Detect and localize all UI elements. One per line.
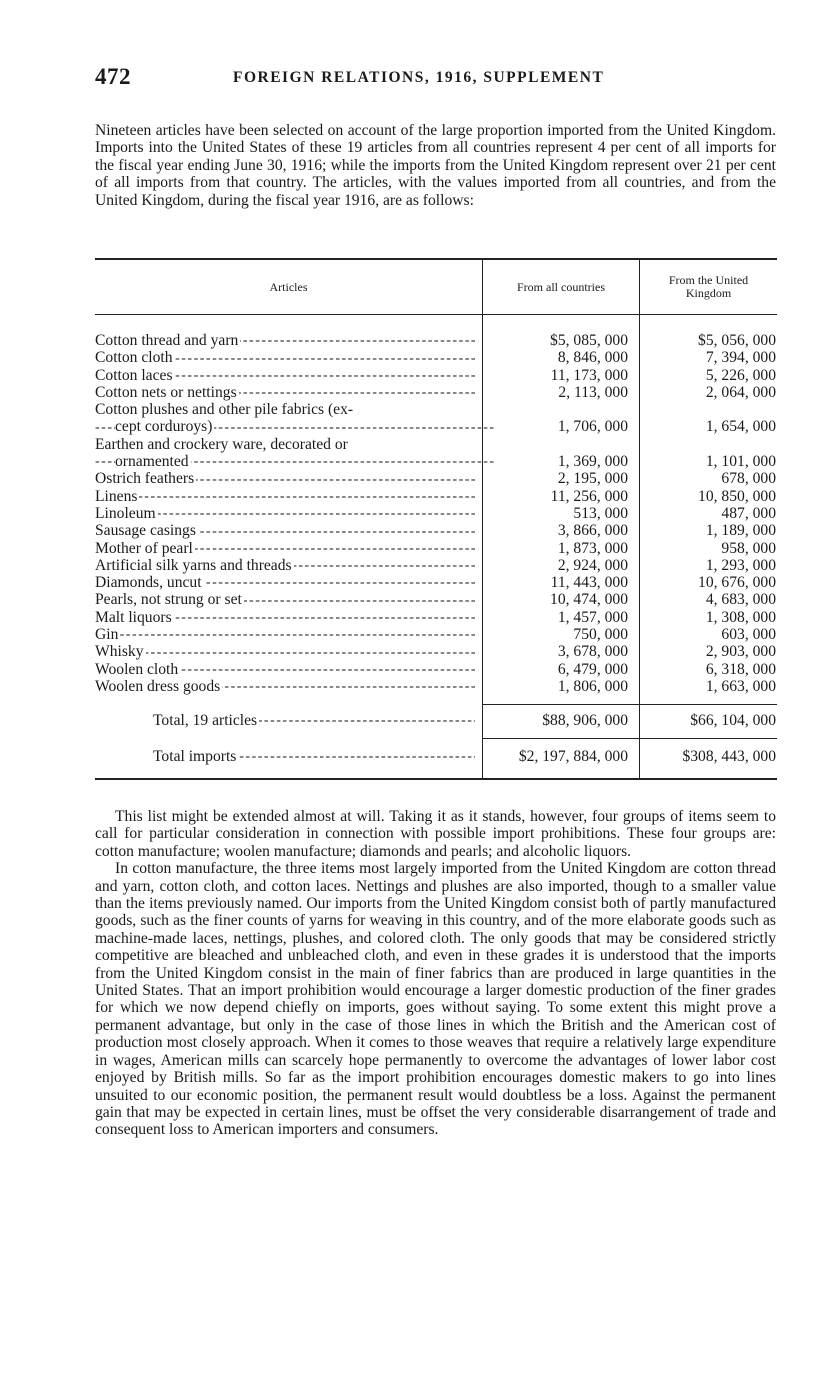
table-row [95, 349, 777, 366]
table-row [95, 643, 777, 660]
total-separator [483, 704, 777, 705]
column-header-articles: Articles [269, 279, 308, 294]
table-row [95, 678, 777, 695]
table-row [95, 367, 777, 384]
value-united-kingdom: 1, 293, 000 [705, 556, 776, 574]
table-row [95, 522, 777, 539]
value-all-countries: 11, 173, 000 [550, 366, 628, 384]
value-all-countries: 1, 873, 000 [557, 539, 628, 557]
article-name [95, 418, 495, 435]
total-imports-row [95, 748, 777, 766]
value-united-kingdom: 603, 000 [721, 626, 776, 644]
value-united-kingdom: 10, 676, 000 [698, 574, 776, 592]
total-imports-uk: $308, 443, 000 [682, 748, 776, 765]
value-united-kingdom: 1, 654, 000 [705, 418, 776, 436]
article-name-text: cept corduroys) [115, 418, 213, 436]
article-name-line: Cotton plushes and other pile fabrics (ex- [95, 401, 354, 419]
value-united-kingdom: 487, 000 [721, 504, 776, 522]
value-united-kingdom: 7, 394, 000 [705, 349, 776, 367]
body-text [95, 808, 776, 1139]
total-articles-row [95, 712, 777, 730]
value-all-countries: 1, 369, 000 [557, 453, 628, 471]
article-name [95, 626, 475, 643]
table-body [95, 332, 777, 695]
article-name-text: Cotton nets or nettings [95, 383, 237, 401]
value-united-kingdom: 4, 683, 000 [705, 591, 776, 609]
value-united-kingdom: 6, 318, 000 [705, 660, 776, 678]
article-name [95, 349, 475, 366]
article-name-text: Mother of pearl [95, 539, 193, 557]
article-name [95, 367, 475, 384]
table-row [95, 557, 777, 574]
table-row [95, 332, 777, 349]
value-all-countries: 2, 113, 000 [558, 383, 628, 401]
article-name-text: Cotton thread and yarn [95, 332, 239, 349]
article-name-text: Diamonds, uncut [95, 574, 202, 592]
table-row [95, 470, 777, 487]
table-row [95, 505, 777, 522]
value-all-countries: 750, 000 [573, 626, 628, 644]
article-name-text: Woolen cloth [95, 660, 179, 678]
total-separator [483, 738, 777, 739]
table-row [95, 626, 777, 643]
article-name-text: Linoleum [95, 504, 156, 522]
article-name [95, 643, 475, 660]
article-name-text: Artificial silk yarns and threads [95, 556, 292, 574]
article-name [95, 678, 475, 695]
value-all-countries: 1, 706, 000 [557, 418, 628, 436]
value-united-kingdom: 678, 000 [721, 470, 776, 488]
article-name-text: Sausage casings [95, 522, 196, 540]
article-name [95, 557, 475, 574]
article-name [95, 591, 475, 608]
column-header-united-kingdom [640, 260, 777, 314]
article-name-text: Gin [95, 626, 119, 644]
value-all-countries: 513, 000 [573, 504, 628, 522]
table-row [95, 574, 777, 591]
article-name [95, 384, 475, 401]
article-name [95, 574, 475, 591]
value-united-kingdom: $5, 056, 000 [698, 332, 776, 349]
table-row [95, 540, 777, 557]
total-imports-label [153, 748, 475, 765]
running-head: FOREIGN RELATIONS, 1916, SUPPLEMENT [233, 69, 605, 86]
total-articles-label [153, 712, 475, 729]
value-all-countries: 10, 474, 000 [550, 591, 628, 609]
article-name [95, 453, 495, 470]
value-all-countries: $5, 085, 000 [550, 332, 628, 349]
value-all-countries: 8, 846, 000 [557, 349, 628, 367]
body-paragraph: This list might be extended almost at will. Taking it as it stands, however, four groups of items seem to call for particular consideration in connection with possible import prohibitions. These four groups are: cotton manufacture; woolen manufacture; diamonds and pearls; and alcoholic liquors. [95, 808, 776, 860]
value-all-countries: 11, 256, 000 [550, 487, 628, 505]
table-header-rule [95, 314, 777, 315]
table-row [95, 609, 777, 626]
value-united-kingdom: 2, 903, 000 [705, 643, 776, 661]
article-name-text: Woolen dress goods [95, 677, 221, 695]
value-united-kingdom: 5, 226, 000 [705, 366, 776, 384]
value-united-kingdom: 2, 064, 000 [705, 383, 776, 401]
total-articles-label-text: Total, 19 articles [153, 712, 258, 729]
value-all-countries: 3, 678, 000 [557, 643, 628, 661]
value-united-kingdom: 1, 189, 000 [705, 522, 776, 540]
total-articles-all: $88, 906, 000 [542, 712, 628, 729]
value-all-countries: 3, 866, 000 [557, 522, 628, 540]
value-all-countries: 1, 806, 000 [557, 677, 628, 695]
imports-table [95, 258, 777, 780]
intro-paragraph: Nineteen articles have been selected on account of the large proportion imported from the United Kingdom. Imports into the United States of these 19 articles from all countries represent 4 per cent of all imports for the fiscal year ending June 30, 1916; while the imports from the United Kingdom represent over 21 per cent of all imports from that country. The articles, with the values imported from all countries, and from the United Kingdom, during the fiscal year 1916, are as follows: [95, 122, 776, 209]
table-row [95, 436, 777, 471]
column-header-united-kingdom-text: From the United Kingdom [668, 273, 749, 300]
article-name [95, 332, 475, 349]
value-united-kingdom: 1, 308, 000 [705, 608, 776, 626]
value-all-countries: 6, 479, 000 [557, 660, 628, 678]
table-row [95, 661, 777, 678]
article-name [95, 609, 475, 626]
page-header [95, 64, 775, 94]
value-united-kingdom: 1, 663, 000 [705, 677, 776, 695]
article-name-text: Linens [95, 487, 138, 505]
table-row [95, 591, 777, 608]
table-row [95, 384, 777, 401]
value-all-countries: 1, 457, 000 [557, 608, 628, 626]
article-name-line: Earthen and crockery ware, decorated or [95, 435, 348, 453]
article-name-text: Whisky [95, 643, 144, 661]
article-name [95, 470, 475, 487]
table-row [95, 488, 777, 505]
value-united-kingdom: 10, 850, 000 [698, 487, 776, 505]
article-name [95, 661, 475, 678]
article-name-text: Cotton laces [95, 366, 173, 384]
table-row [95, 401, 777, 436]
article-name [95, 505, 475, 522]
article-name-text: Pearls, not strung or set [95, 591, 242, 609]
value-united-kingdom: 958, 000 [721, 539, 776, 557]
total-imports-all: $2, 197, 884, 000 [518, 748, 628, 765]
value-united-kingdom: 1, 101, 000 [705, 453, 776, 471]
value-all-countries: 2, 924, 000 [557, 556, 628, 574]
body-paragraph: In cotton manufacture, the three items most largely imported from the United Kingdom are cotton thread and yarn, cotton cloth, and cotton laces. Nettings and plushes are also imported, though to a smaller value than the items previously named. Our imports from the United Kingdom consist both of partly manufactured goods, such as the finer counts of yarns for weaving in this country, and of the more elaborate goods such as machine-made laces, nettings, plushes, and colored cloth. The only goods that may be considered strictly competitive are bleached and unbleached cloth, and even in these grades it is understood that the imports from the United Kingdom consist in the main of finer fabrics than are produced in large quantities in the United States. That an import prohibition would encourage a larger domestic production of the finer grades for which we now depend chiefly on imports, goes without saying. To some extent this might prove a permanent advantage, but only in the case of those lines in which the British and the American cost of production most closely approach. When it comes to those weaves that require a relatively large expenditure in wages, American mills can scarcely hope permanently to overcome the advantages of lower labor cost enjoyed by British mills. So far as the import prohibition encourages domestic makers to go into lines unsuited to our economic position, the permanent result would doubtless be a loss. Against the permanent gain that may be expected in certain lines, must be offset the very considerable disarrangement of trade and consequent loss to American importers and consumers. [95, 860, 776, 1139]
article-name-text: Malt liquors [95, 608, 172, 626]
total-articles-uk: $66, 104, 000 [690, 712, 776, 729]
article-name-text: ornamented [115, 453, 189, 471]
column-header-all-countries: From all countries [517, 279, 605, 294]
article-name-text: Ostrich feathers [95, 470, 195, 488]
value-all-countries: 11, 443, 000 [550, 574, 628, 592]
page-number: 472 [95, 64, 131, 89]
article-name [95, 522, 475, 539]
value-all-countries: 2, 195, 000 [557, 470, 628, 488]
table-bottom-rule [95, 778, 777, 780]
article-name [95, 488, 475, 505]
article-name [95, 540, 475, 557]
article-name-text: Cotton cloth [95, 349, 173, 367]
total-imports-label-text: Total imports [153, 748, 237, 765]
